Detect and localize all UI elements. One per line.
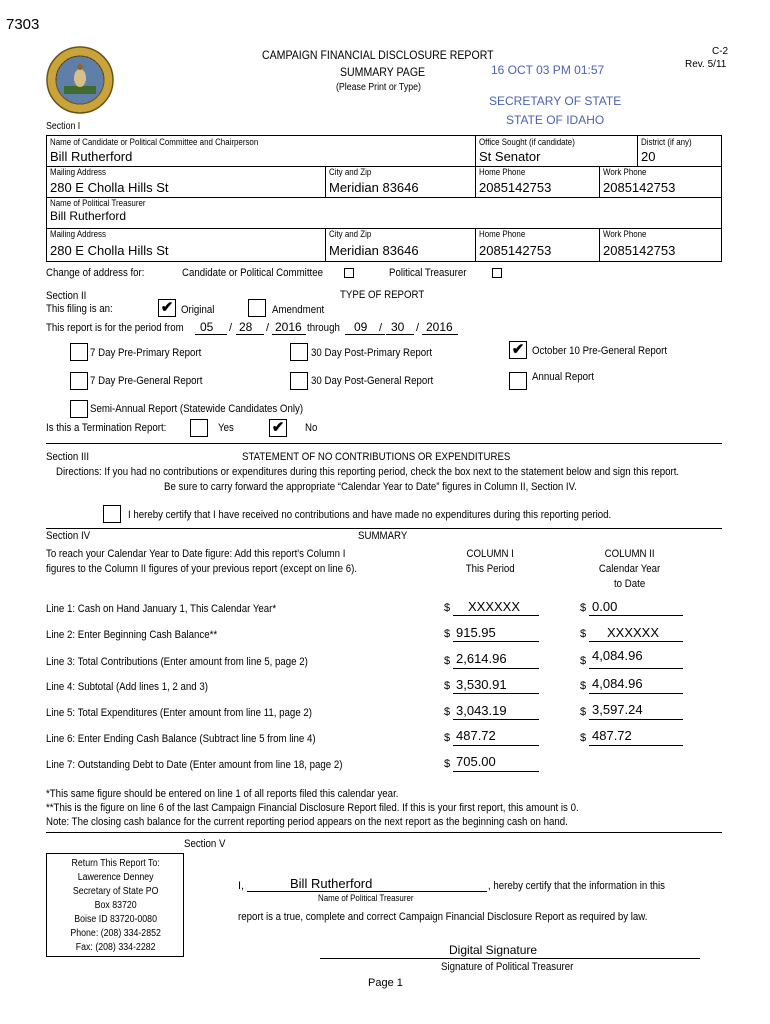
thirty-day-post-primary-checkbox[interactable] (290, 343, 308, 361)
line-2-column-2[interactable]: XXXXXX (607, 625, 660, 640)
october-10-pre-general-checkbox[interactable]: ✔ (509, 341, 527, 359)
home-phone-label: Home Phone (479, 167, 526, 177)
return-address-box (46, 853, 184, 957)
certify-statement-2: report is a true, complete and correct Campaign Financial Disclosure Report as required by law. (238, 911, 648, 923)
currency-symbol: $ (444, 732, 451, 744)
signature-caption: Signature of Political Treasurer (441, 961, 574, 973)
period-label: This report is for the period from (46, 322, 184, 334)
treasurer-work-phone-label: Work Phone (603, 229, 647, 239)
footnote-1: *This same figure should be entered on line 1 of all reports filed this calendar year. (46, 788, 399, 800)
summary-intro-2: figures to the Column II figures of your previous report (except on line 6). (46, 563, 357, 575)
currency-symbol: $ (580, 655, 587, 667)
line-4-column-2[interactable]: 4,084.96 (592, 676, 643, 691)
treasurer-mailing-field[interactable]: 280 E Cholla Hills St (50, 243, 169, 258)
seven-day-pre-primary-checkbox[interactable] (70, 343, 88, 361)
line-1-label: Line 1: Cash on Hand January 1, This Calendar Year* (46, 603, 277, 615)
district-field[interactable]: 20 (641, 149, 656, 164)
city-zip-field[interactable]: Meridian 83646 (329, 180, 419, 195)
date-slash: / (379, 322, 383, 334)
return-line: Box 83720 (94, 900, 137, 911)
treasurer-name-signature-field[interactable]: Bill Rutherford (290, 876, 373, 891)
stamp-state: STATE OF IDAHO (506, 113, 605, 127)
currency-symbol: $ (444, 655, 451, 667)
line-7-column-1[interactable]: 705.00 (456, 754, 496, 769)
line-5-label: Line 5: Total Expenditures (Enter amount from line 11, page 2) (46, 707, 313, 719)
date-slash: / (229, 322, 233, 334)
through-label: through (307, 322, 340, 334)
return-line: Return This Report To: (71, 858, 160, 869)
treasurer-city-label: City and Zip (329, 229, 372, 239)
currency-symbol: $ (444, 758, 451, 770)
change-treasurer-checkbox[interactable] (492, 268, 502, 278)
section-5-label: Section V (184, 838, 226, 850)
period-to-day[interactable]: 30 (391, 320, 405, 334)
period-from-year[interactable]: 2016 (275, 320, 302, 334)
work-phone-label: Work Phone (603, 167, 647, 177)
thirty-day-post-primary-label: 30 Day Post-Primary Report (311, 347, 433, 359)
thirty-day-post-general-label: 30 Day Post-General Report (311, 375, 434, 387)
form-revision: Rev. 5/11 (685, 59, 727, 70)
return-line: Boise ID 83720-0080 (74, 914, 157, 925)
section-2-label: Section II (46, 290, 87, 302)
line-3-column-1[interactable]: 2,614.96 (456, 651, 507, 666)
semi-annual-label: Semi-Annual Report (Statewide Candidates Only) (90, 403, 304, 415)
column-1-subheader: This Period (465, 563, 515, 575)
mailing-address-field[interactable]: 280 E Cholla Hills St (50, 180, 169, 195)
treasurer-name-field[interactable]: Bill Rutherford (50, 209, 127, 223)
currency-symbol: $ (444, 706, 451, 718)
original-checkbox[interactable]: ✔ (158, 299, 176, 317)
line-7-label: Line 7: Outstanding Debt to Date (Enter amount from line 18, page 2) (46, 759, 343, 771)
certify-statement: , hereby certify that the information in this (488, 880, 666, 892)
termination-yes-checkbox[interactable] (190, 419, 208, 437)
column-2-subheader-2: to Date (613, 578, 646, 590)
line-5-column-1[interactable]: 3,043.19 (456, 703, 507, 718)
termination-no-checkbox[interactable]: ✔ (269, 419, 287, 437)
section-3-label: Section III (46, 451, 90, 463)
amendment-label: Amendment (272, 304, 325, 316)
column-2-header: COLUMN II (604, 548, 655, 560)
annual-report-checkbox[interactable] (509, 372, 527, 390)
mailing-address-label: Mailing Address (50, 167, 106, 177)
no-contributions-checkbox[interactable] (103, 505, 121, 523)
section-3-directions: Directions: If you had no contributions or expenditures during this reporting period, check the box next to the statement below and sign this report. (56, 466, 680, 478)
received-stamp-date: 16 OCT 03 PM 01:57 (491, 63, 605, 77)
column-2-subheader: Calendar Year (598, 563, 661, 575)
amendment-checkbox[interactable] (248, 299, 266, 317)
footnote-3: Note: The closing cash balance for the current reporting period appears on the next report as the beginning cash on hand. (46, 816, 568, 828)
seven-day-pre-general-label: 7 Day Pre-General Report (90, 375, 203, 387)
section-3-carry-forward: Be sure to carry forward the appropriate “Calendar Year to Date” figures in Column II, Section IV. (164, 481, 577, 493)
date-slash: / (266, 322, 270, 334)
treasurer-name-label: Name of Political Treasurer (50, 198, 146, 208)
line-5-column-2[interactable]: 3,597.24 (592, 702, 643, 717)
return-line: Lawerence Denney (77, 872, 154, 883)
section-1-label: Section I (46, 121, 81, 132)
change-candidate-label: Candidate or Political Committee (182, 267, 323, 279)
period-to-month[interactable]: 09 (354, 320, 368, 334)
candidate-name-field[interactable]: Bill Rutherford (50, 149, 133, 164)
change-address-label: Change of address for: (46, 267, 145, 279)
form-id: C-2 (712, 46, 729, 57)
currency-symbol: $ (580, 628, 587, 640)
semi-annual-checkbox[interactable] (70, 400, 88, 418)
summary-title: SUMMARY (358, 530, 408, 542)
currency-symbol: $ (444, 628, 451, 640)
treasurer-mailing-label: Mailing Address (50, 229, 106, 239)
termination-label: Is this a Termination Report: (46, 422, 167, 434)
type-of-report-title: TYPE OF REPORT (340, 289, 425, 301)
idaho-state-seal (46, 46, 114, 114)
currency-symbol: $ (580, 732, 587, 744)
line-1-column-1[interactable]: XXXXXX (468, 599, 521, 614)
annual-report-label: Annual Report (532, 371, 594, 383)
page-number-top: 7303 (6, 16, 40, 33)
seven-day-pre-general-checkbox[interactable] (70, 372, 88, 390)
seven-day-pre-primary-label: 7 Day Pre-Primary Report (90, 347, 202, 359)
line-3-label: Line 3: Total Contributions (Enter amount from line 5, page 2) (46, 656, 308, 668)
line-6-column-1[interactable]: 487.72 (456, 728, 496, 743)
report-title: CAMPAIGN FINANCIAL DISCLOSURE REPORT (262, 48, 494, 62)
period-from-month[interactable]: 05 (200, 320, 214, 334)
currency-symbol: $ (580, 602, 587, 614)
office-sought-field[interactable]: St Senator (479, 149, 541, 164)
treasurer-city-field[interactable]: Meridian 83646 (329, 243, 419, 258)
line-6-label: Line 6: Enter Ending Cash Balance (Subtract line 5 from line 4) (46, 733, 316, 745)
termination-yes-label: Yes (218, 422, 234, 434)
change-treasurer-label: Political Treasurer (389, 267, 467, 279)
district-label: District (if any) (641, 137, 692, 147)
section-3-title: STATEMENT OF NO CONTRIBUTIONS OR EXPENDITURES (242, 451, 511, 463)
date-slash: / (416, 322, 420, 334)
line-2-column-1[interactable]: 915.95 (456, 625, 496, 640)
column-1-header: COLUMN I (466, 548, 514, 560)
certify-i-label: I, (238, 880, 245, 892)
footnote-2: **This is the figure on line 6 of the last Campaign Financial Disclosure Report filed. If this is your first report, this amount is 0. (46, 802, 579, 814)
line-6-column-2[interactable]: 487.72 (592, 728, 632, 743)
treasurer-work-phone-field[interactable]: 2085142753 (603, 243, 676, 258)
change-candidate-checkbox[interactable] (344, 268, 354, 278)
line-1-column-2[interactable]: 0.00 (592, 599, 618, 614)
city-zip-label: City and Zip (329, 167, 372, 177)
period-to-year[interactable]: 2016 (426, 320, 453, 334)
filing-type-label: This filing is an: (46, 303, 113, 315)
treasurer-home-phone-label: Home Phone (479, 229, 526, 239)
treasurer-name-caption: Name of Political Treasurer (318, 893, 414, 903)
summary-intro: To reach your Calendar Year to Date figure: Add this report's Column I (46, 548, 346, 560)
return-line: Fax: (208) 334-2282 (75, 942, 156, 953)
treasurer-home-phone-field[interactable]: 2085142753 (479, 243, 552, 258)
line-4-column-1[interactable]: 3,530.91 (456, 677, 507, 692)
termination-no-label: No (305, 422, 318, 434)
line-2-label: Line 2: Enter Beginning Cash Balance** (46, 629, 218, 641)
period-from-day[interactable]: 28 (239, 320, 253, 334)
candidate-name-label: Name of Candidate or Political Committee and Chairperson (50, 137, 259, 147)
return-line: Phone: (208) 334-2852 (70, 928, 161, 939)
return-line: Secretary of State PO (72, 886, 159, 897)
thirty-day-post-general-checkbox[interactable] (290, 372, 308, 390)
section-4-label: Section IV (46, 530, 91, 542)
digital-signature-field[interactable]: Digital Signature (449, 943, 538, 957)
report-subtitle: SUMMARY PAGE (340, 65, 426, 79)
office-sought-label: Office Sought (if candidate) (479, 137, 575, 147)
print-instruction: (Please Print or Type) (336, 82, 421, 93)
currency-symbol: $ (580, 680, 587, 692)
line-4-label: Line 4: Subtotal (Add lines 1, 2 and 3) (46, 681, 208, 693)
october-10-pre-general-label: October 10 Pre-General Report (532, 345, 668, 357)
no-contributions-statement: I hereby certify that I have received no contributions and have made no expenditures during this reporting period. (128, 509, 612, 521)
home-phone-field[interactable]: 2085142753 (479, 180, 552, 195)
original-label: Original (181, 304, 215, 316)
work-phone-field[interactable]: 2085142753 (603, 180, 676, 195)
stamp-office: SECRETARY OF STATE (489, 94, 622, 108)
page-label: Page 1 (368, 977, 403, 989)
currency-symbol: $ (444, 602, 451, 614)
currency-symbol: $ (444, 680, 451, 692)
line-3-column-2[interactable]: 4,084.96 (592, 648, 643, 663)
currency-symbol: $ (580, 706, 587, 718)
